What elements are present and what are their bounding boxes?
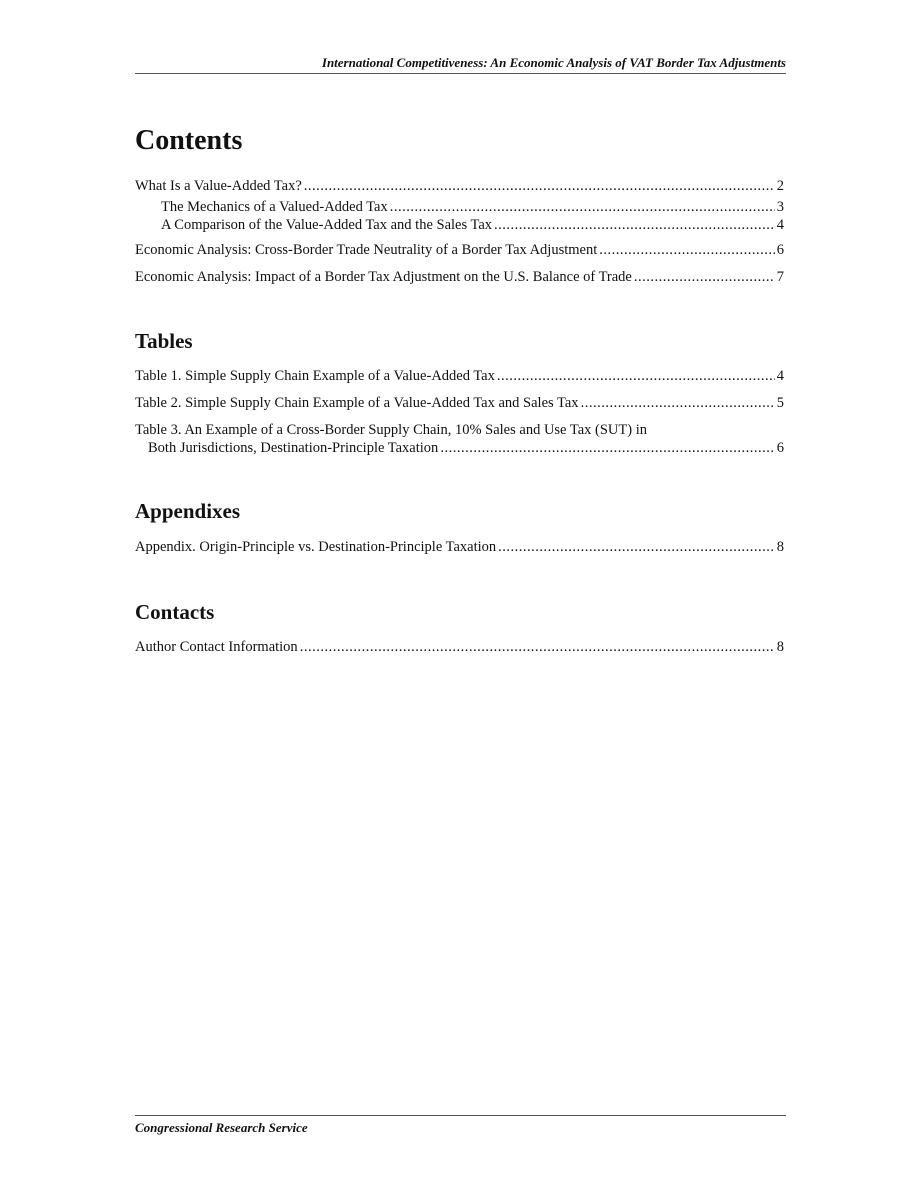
- toc-entry-title: A Comparison of the Value-Added Tax and the Sales Tax: [161, 217, 493, 233]
- toc-entry-page: 7: [776, 269, 784, 285]
- running-header: [135, 56, 786, 74]
- running-footer: [135, 1115, 786, 1135]
- footer-organization: Congressional Research Service: [135, 1120, 308, 1135]
- toc-entry-title: Economic Analysis: Impact of a Border Tax Adjustment on the U.S. Balance of Trade: [135, 269, 632, 285]
- toc-entry-page: 4: [776, 368, 784, 384]
- dot-leader: [440, 439, 774, 457]
- toc-entry-vat-vs-sales-tax[interactable]: [135, 216, 784, 234]
- toc-entry-page: 8: [776, 539, 784, 555]
- dot-leader: [599, 241, 774, 259]
- toc-entry-page: 2: [776, 178, 784, 194]
- toc-entry-title: Appendix. Origin-Principle vs. Destination-Principle Taxation: [135, 539, 497, 555]
- toc-entry-title: Table 2. Simple Supply Chain Example of a Value-Added Tax and Sales Tax: [135, 395, 579, 411]
- toc-entry-title: The Mechanics of a Valued-Added Tax: [161, 199, 388, 215]
- toc-entry-author-contact[interactable]: [135, 638, 784, 656]
- tables-list: [135, 367, 784, 457]
- toc-entry-what-is-vat[interactable]: [135, 177, 784, 195]
- running-header-title: International Competitiveness: An Economic Analysis of VAT Border Tax Adjustments: [321, 55, 786, 70]
- toc-entry-page: 4: [776, 217, 784, 233]
- toc-entry-title: Table 1. Simple Supply Chain Example of a Value-Added Tax: [135, 368, 495, 384]
- appendixes-list: [135, 538, 784, 556]
- toc-entry-title-line-2: Both Jurisdictions, Destination-Principle Taxation: [148, 440, 439, 456]
- toc-entry-page: 5: [776, 395, 784, 411]
- toc-entry-table-3[interactable]: [135, 421, 784, 457]
- contents-list: [135, 177, 784, 286]
- toc-entry-title: What Is a Value-Added Tax?: [135, 178, 302, 194]
- appendixes-heading: Appendixes: [135, 499, 241, 523]
- toc-entry-page: 3: [776, 199, 784, 215]
- toc-entry-balance-of-trade[interactable]: [135, 268, 784, 286]
- dot-leader: [497, 367, 775, 385]
- toc-entry-mechanics-of-vat[interactable]: [135, 198, 784, 216]
- dot-leader: [581, 394, 775, 412]
- contacts-list: [135, 638, 784, 656]
- dot-leader: [634, 268, 775, 286]
- dot-leader: [494, 216, 775, 234]
- toc-entry-trade-neutrality[interactable]: [135, 241, 784, 259]
- toc-entry-continuation: [135, 439, 784, 457]
- toc-entry-title: Economic Analysis: Cross-Border Trade Neutrality of a Border Tax Adjustment: [135, 242, 598, 258]
- toc-entry-page: 8: [776, 639, 784, 655]
- dot-leader: [390, 198, 775, 216]
- dot-leader: [498, 538, 775, 556]
- toc-entry-table-2[interactable]: [135, 394, 784, 412]
- tables-heading: Tables: [135, 329, 193, 353]
- toc-entry-page: 6: [776, 242, 784, 258]
- page-title: Contents: [135, 125, 243, 156]
- toc-entry-title: Author Contact Information: [135, 639, 298, 655]
- toc-entry-page: 6: [776, 440, 784, 456]
- toc-entry-table-1[interactable]: [135, 367, 784, 385]
- contacts-heading: Contacts: [135, 600, 215, 624]
- toc-entry-title-line-1: Table 3. An Example of a Cross-Border Supply Chain, 10% Sales and Use Tax (SUT) in: [135, 422, 647, 438]
- dot-leader: [300, 638, 775, 656]
- toc-entry-appendix[interactable]: [135, 538, 784, 556]
- dot-leader: [304, 177, 775, 195]
